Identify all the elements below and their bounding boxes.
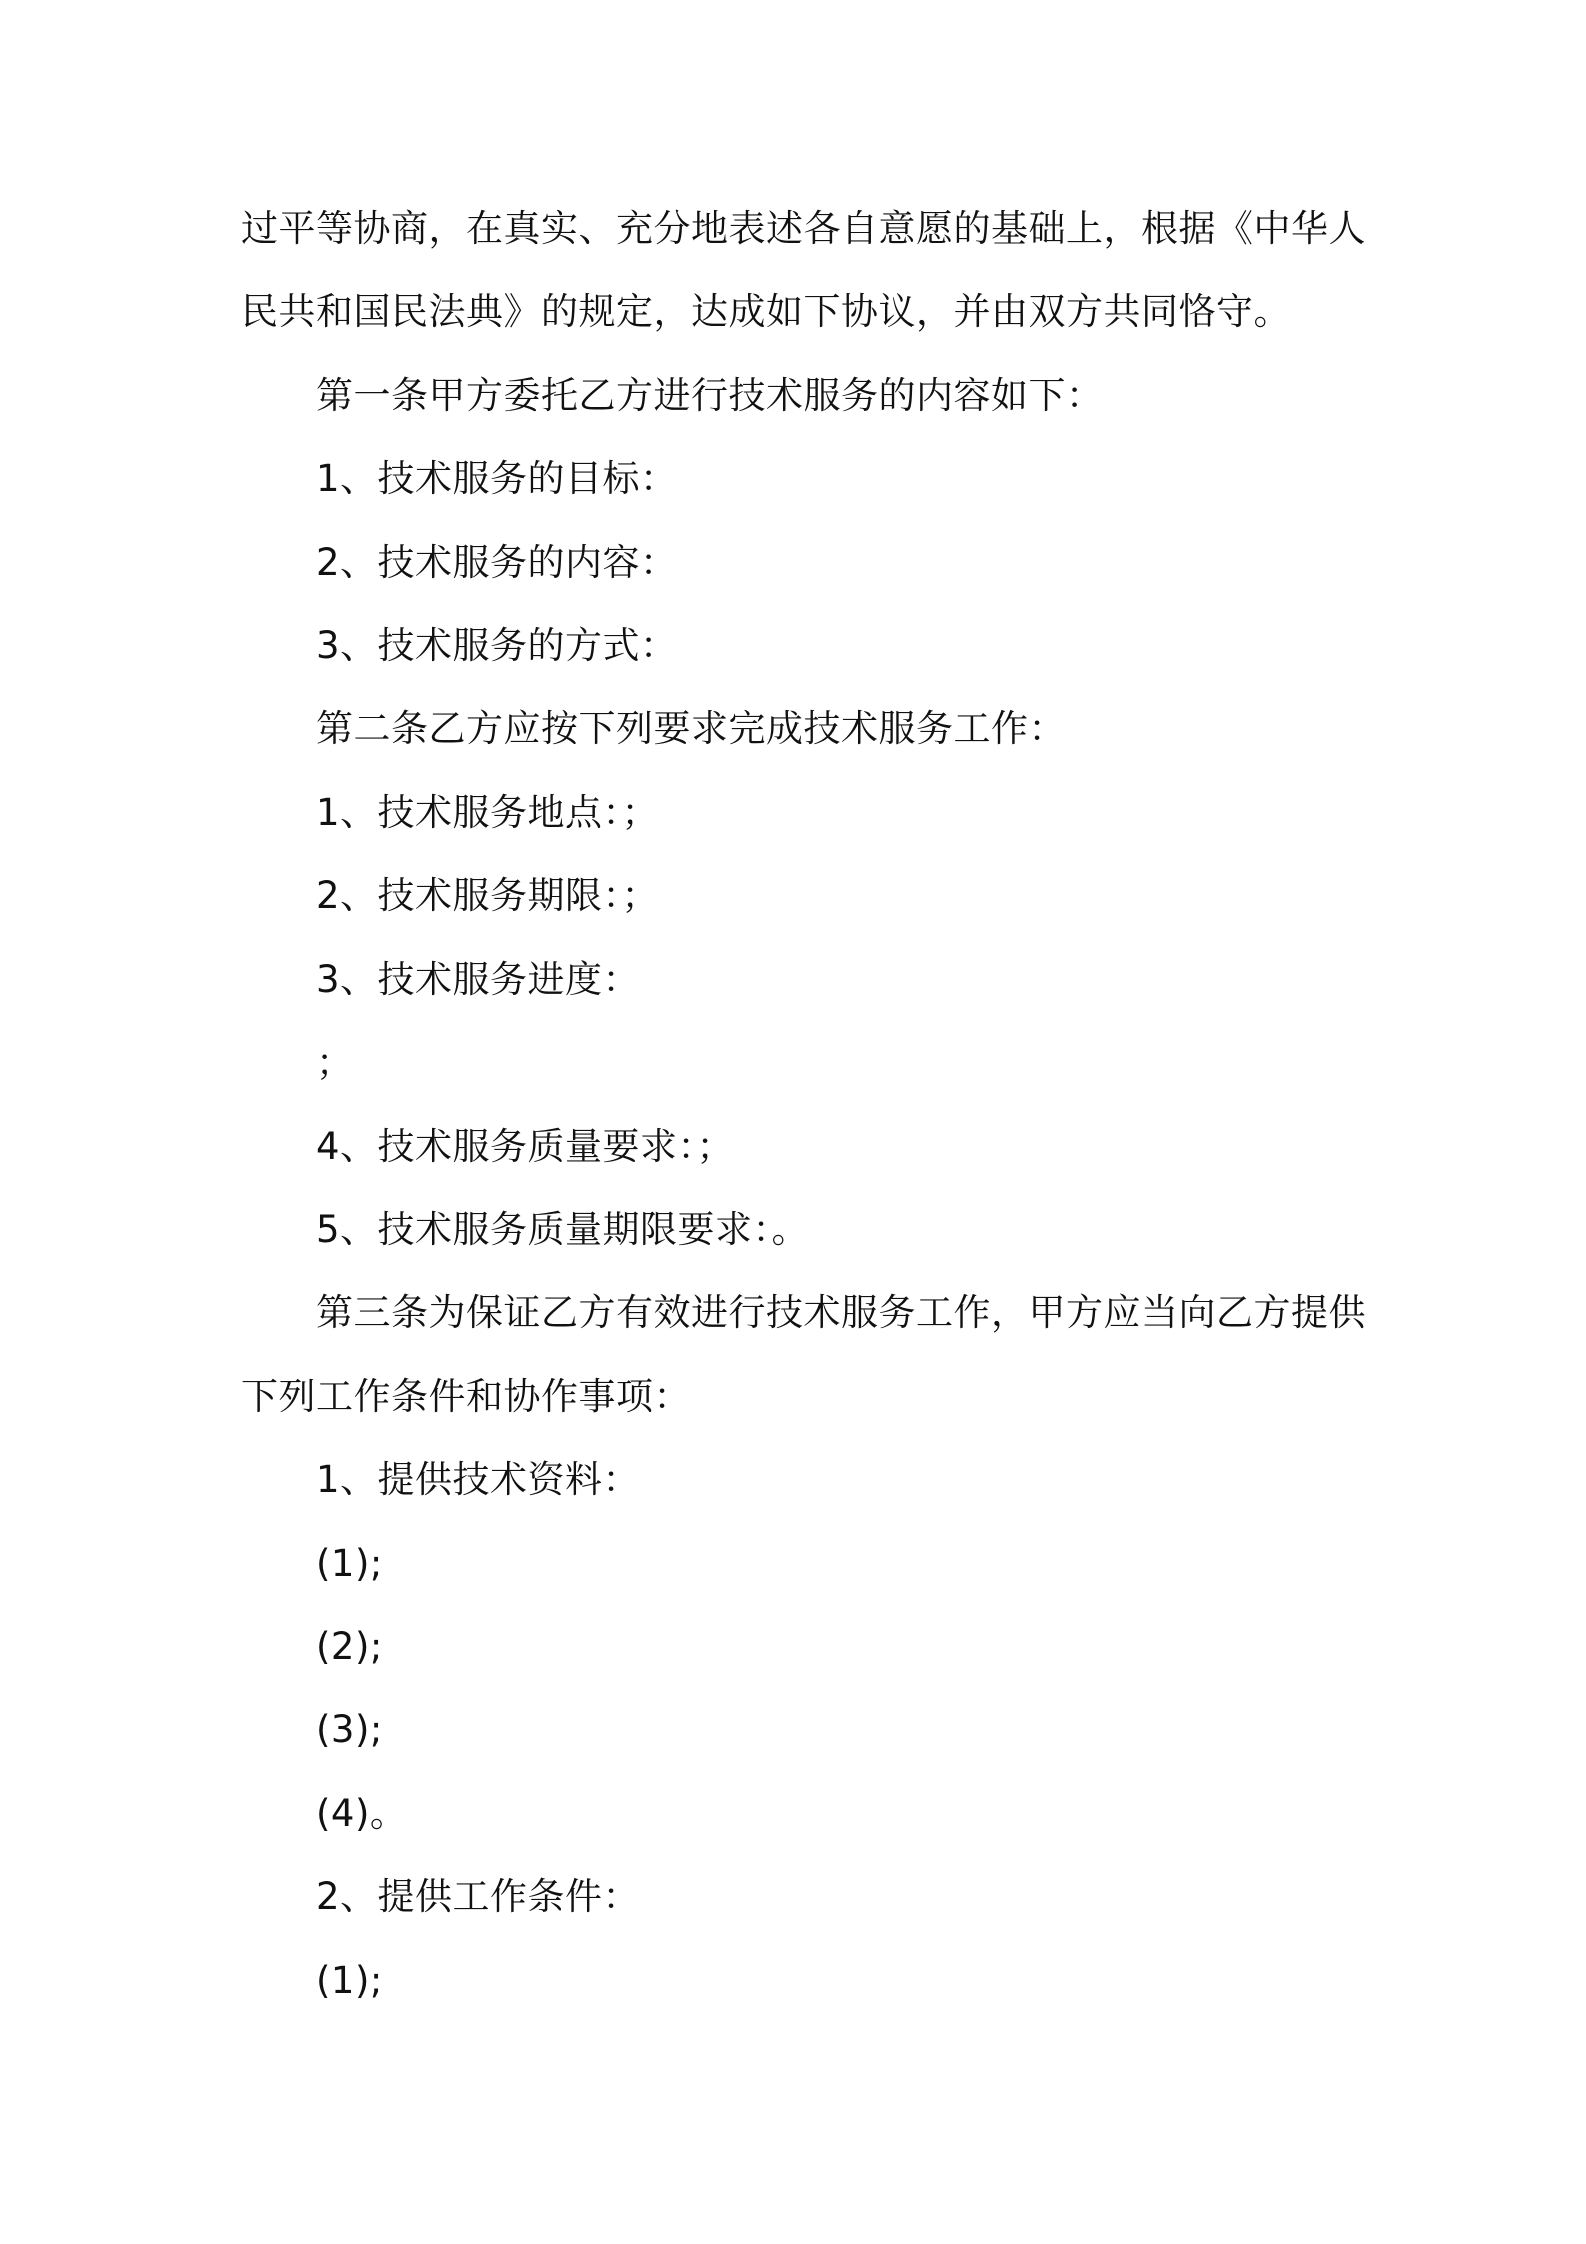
list-item: 2、提供工作条件： bbox=[316, 1875, 641, 1918]
list-item: 2、技术服务期限：； bbox=[316, 874, 660, 917]
sub-list-item: (1); bbox=[316, 1959, 383, 2002]
list-item: 3、技术服务进度： bbox=[316, 958, 641, 1001]
sub-list-item: (4)。 bbox=[316, 1792, 408, 1835]
list-item: 2、技术服务的内容： bbox=[316, 541, 678, 584]
list-item: 5、技术服务质量期限要求：。 bbox=[316, 1208, 810, 1251]
sub-list-item: (2); bbox=[316, 1625, 383, 1668]
sub-list-item: (3); bbox=[316, 1708, 383, 1751]
paragraph-line: 过平等协商，在真实、充分地表述各自意愿的基础上，根据《中华人 bbox=[241, 207, 1366, 250]
list-item: 1、技术服务的目标： bbox=[316, 457, 678, 500]
paragraph-line: 民共和国民法典》的规定，达成如下协议，并由双方共同恪守。 bbox=[241, 290, 1291, 333]
paragraph-line: 下列工作条件和协作事项： bbox=[241, 1375, 691, 1418]
list-item: 1、提供技术资料： bbox=[316, 1458, 641, 1501]
article-two-heading: 第二条乙方应按下列要求完成技术服务工作： bbox=[316, 707, 1066, 750]
list-item: 1、技术服务地点：； bbox=[316, 791, 660, 834]
list-item: 3、技术服务的方式： bbox=[316, 624, 678, 667]
list-item-continuation: ； bbox=[316, 1041, 354, 1084]
sub-list-item: (1); bbox=[316, 1542, 383, 1585]
article-three-heading: 第三条为保证乙方有效进行技术服务工作，甲方应当向乙方提供 bbox=[316, 1291, 1366, 1334]
article-one-heading: 第一条甲方委托乙方进行技术服务的内容如下： bbox=[316, 374, 1104, 417]
list-item: 4、技术服务质量要求：； bbox=[316, 1125, 735, 1168]
